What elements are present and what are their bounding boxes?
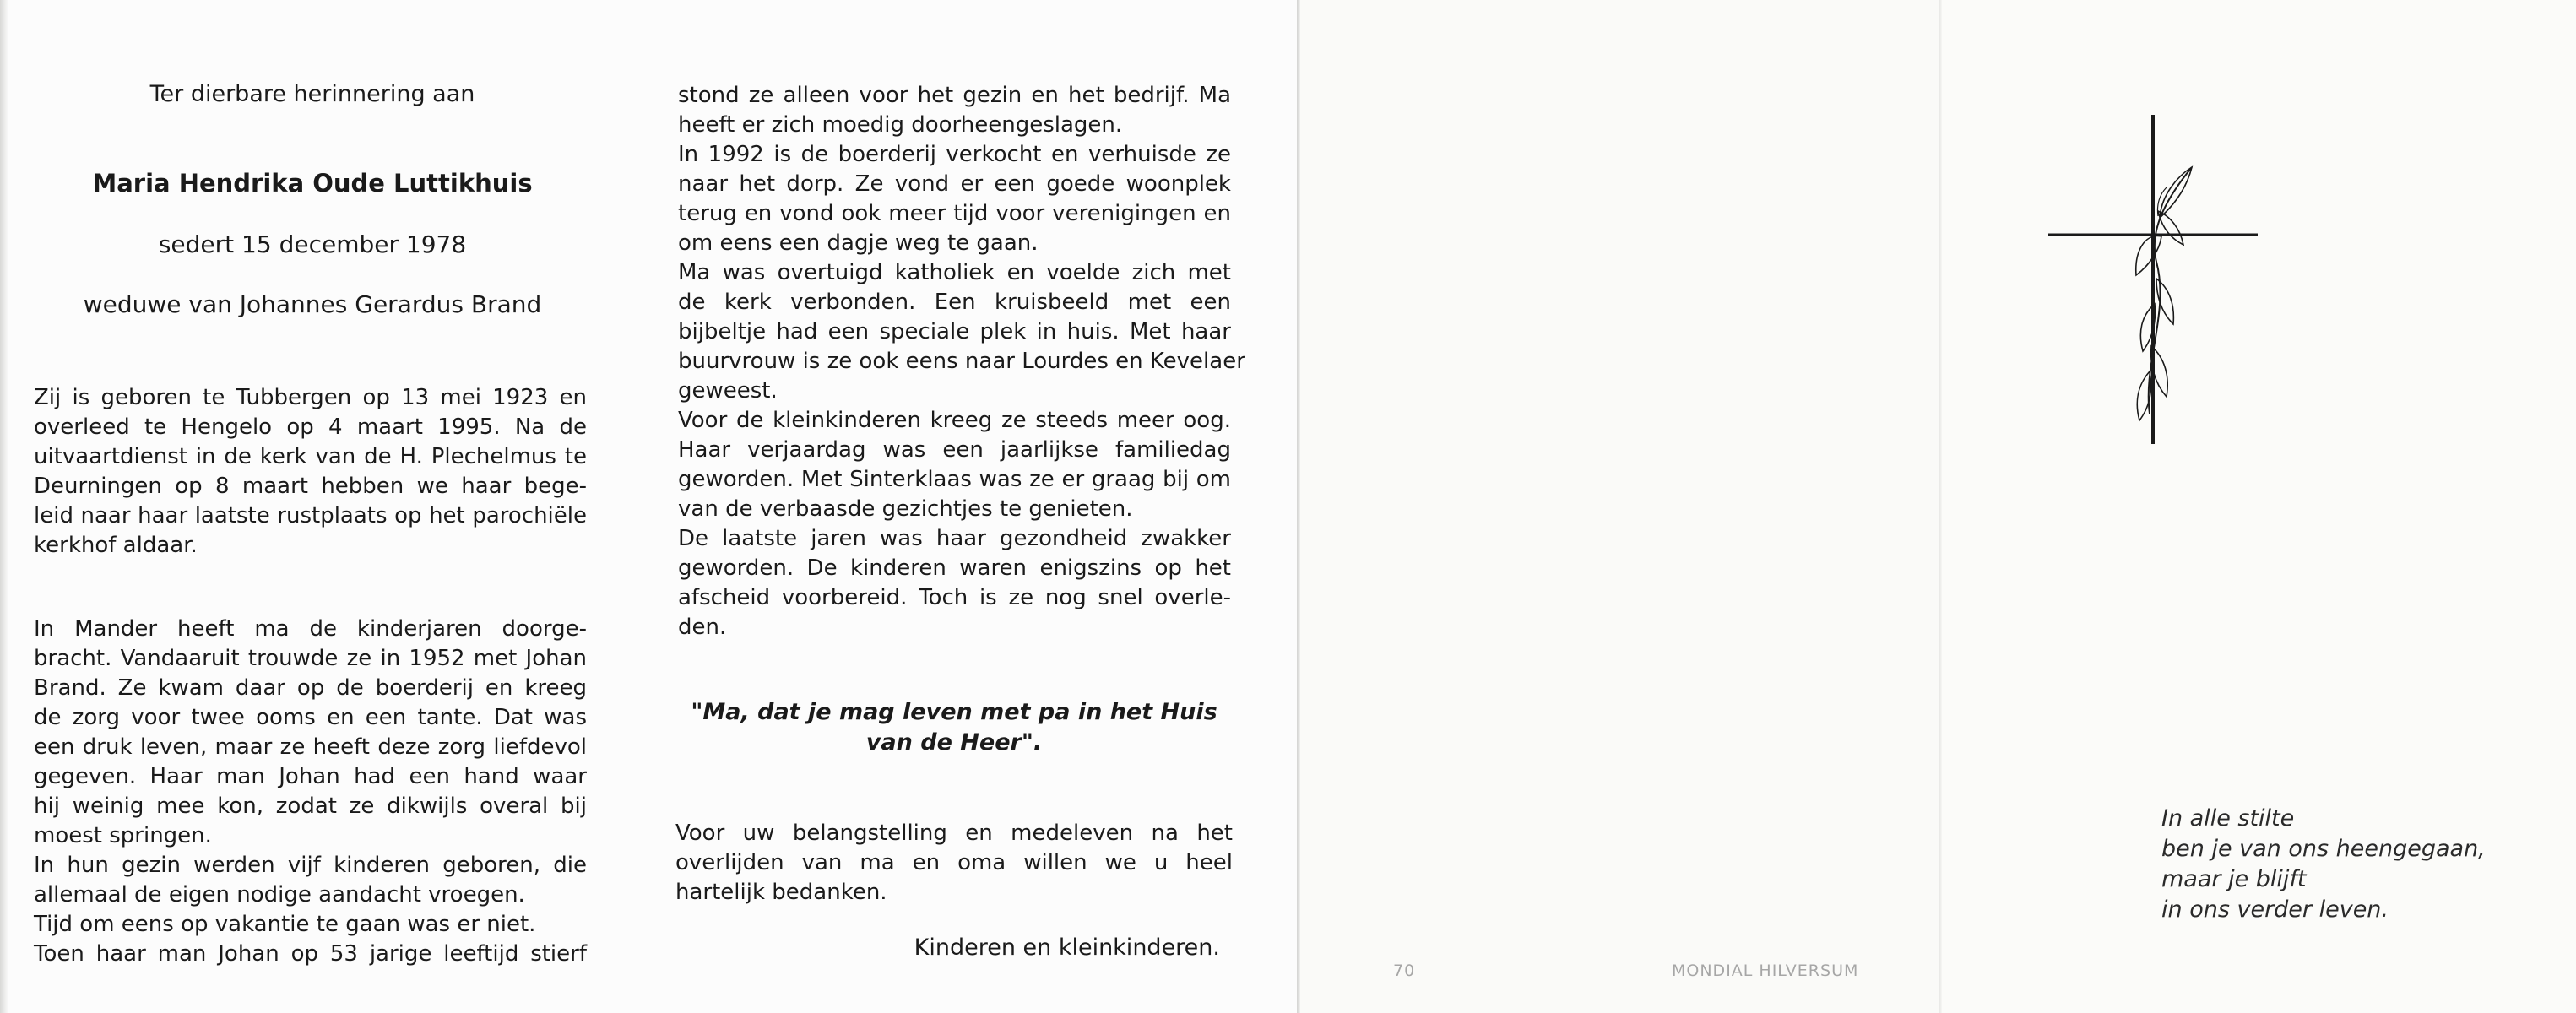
text-line: geworden. Met Sinterklaas was ze er graag bij om <box>678 467 1231 492</box>
left-page <box>0 0 648 1013</box>
text-line: bracht. Vandaaruit trouwde ze in 1952 met Johan <box>34 646 587 671</box>
widow-of: weduwe van Johannes Gerardus Brand <box>83 290 542 318</box>
poem-line: maar je blijft <box>2161 866 2307 892</box>
text-line: geworden. De kinderen waren enigszins op het <box>678 555 1231 581</box>
text-line: terug en vond ook meer tijd voor verenigingen en <box>678 201 1231 226</box>
text-line: bijbeltje had een speciale plek in huis. Met haar <box>678 319 1231 344</box>
text-line: geweest. <box>678 378 778 404</box>
deceased-name: Maria Hendrika Oude Luttikhuis <box>92 169 533 198</box>
life-paragraph <box>34 615 587 969</box>
text-line: stond ze alleen voor het gezin en het bedrijf. Ma <box>678 83 1231 108</box>
text-line: leid naar haar laatste rustplaats op het parochiële <box>34 503 587 528</box>
text-line: Voor uw belangstelling en medeleven na het <box>675 821 1233 846</box>
text-line: hartelijk bedanken. <box>675 880 887 905</box>
text-line: Toen haar man Johan op 53 jarige leeftijd stierf <box>34 941 587 967</box>
text-line: van de verbaasde gezichtjes te genieten. <box>678 496 1133 522</box>
text-line: Deurningen op 8 maart hebben we haar bege- <box>34 474 587 499</box>
text-line: buurvrouw is ze ook eens naar Lourdes en Kevelaer <box>678 349 1245 374</box>
text-line: De laatste jaren was haar gezondheid zwakker <box>678 526 1231 551</box>
text-line: gegeven. Haar man Johan had een hand waar <box>34 764 587 789</box>
poem-line: ben je van ons heengegaan, <box>2161 836 2486 862</box>
cross-with-palm-branch-icon <box>2043 110 2263 447</box>
thanks-paragraph <box>675 819 1233 907</box>
back-page <box>1300 0 1940 1013</box>
text-line: moest springen. <box>34 823 212 848</box>
text-line: Zij is geboren te Tubbergen op 13 mei 1923 en <box>34 385 587 410</box>
poem-line: In alle stilte <box>2161 805 2295 832</box>
intro-text: Ter dierbare herinnering aan <box>149 81 475 107</box>
printer-credit: MONDIAL HILVERSUM <box>1672 962 1859 980</box>
text-line: de kerk verbonden. Een kruisbeeld met een <box>678 290 1231 315</box>
text-line: heeft er zich moedig doorheengeslagen. <box>678 112 1123 138</box>
birth-paragraph <box>34 383 587 561</box>
text-line: In Mander heeft ma de kinderjaren doorge- <box>34 616 587 642</box>
text-line: overlijden van ma en oma willen we u heel <box>675 850 1233 875</box>
quote-line: van de Heer". <box>865 729 1043 756</box>
widow-since: sedert 15 december 1978 <box>158 230 467 258</box>
continuation-paragraph <box>678 81 1245 642</box>
text-line: Voor de kleinkinderen kreeg ze steeds meer oog. <box>678 408 1231 433</box>
text-line: den. <box>678 615 727 640</box>
text-line: overleed te Hengelo op 4 maart 1995. Na de <box>34 414 587 440</box>
signoff: Kinderen en kleinkinderen. <box>914 934 1220 961</box>
text-line: In hun gezin werden vijf kinderen geboren, die <box>34 853 587 878</box>
poem-line: in ons verder leven. <box>2161 897 2389 923</box>
text-line: om eens een dagje weg te gaan. <box>678 230 1039 256</box>
text-line: Tijd om eens op vakantie te gaan was er niet. <box>34 912 536 937</box>
text-line: kerkhof aldaar. <box>34 533 198 558</box>
text-line: Ma was overtuigd katholiek en voelde zich met <box>678 260 1231 285</box>
text-line: uitvaartdienst in de kerk van de H. Plechelmus te <box>34 444 587 469</box>
text-line: allemaal de eigen nodige aandacht vroegen. <box>34 882 525 907</box>
page-number: 70 <box>1393 962 1416 980</box>
memorial-quote <box>675 697 1233 758</box>
text-line: In 1992 is de boerderij verkocht en verhuisde ze <box>678 142 1231 167</box>
text-line: afscheid voorbereid. Toch is ze nog snel overle- <box>678 585 1231 610</box>
card-edge-shadow <box>0 0 8 1013</box>
text-line: hij weinig mee kon, zodat ze dikwijls overal bij <box>34 794 587 819</box>
text-line: naar het dorp. Ze vond er een goede woonplek <box>678 171 1231 197</box>
text-line: Haar verjaardag was een jaarlijkse familiedag <box>678 437 1231 463</box>
text-line: een druk leven, maar ze heeft deze zorg liefdevol <box>34 734 587 760</box>
text-line: Brand. Ze kwam daar op de boerderij en kreeg <box>34 675 587 701</box>
quote-line: "Ma, dat je mag leven met pa in het Huis <box>691 699 1217 725</box>
poem <box>2161 804 2486 925</box>
text-line: de zorg voor twee ooms en een tante. Dat was <box>34 705 587 730</box>
